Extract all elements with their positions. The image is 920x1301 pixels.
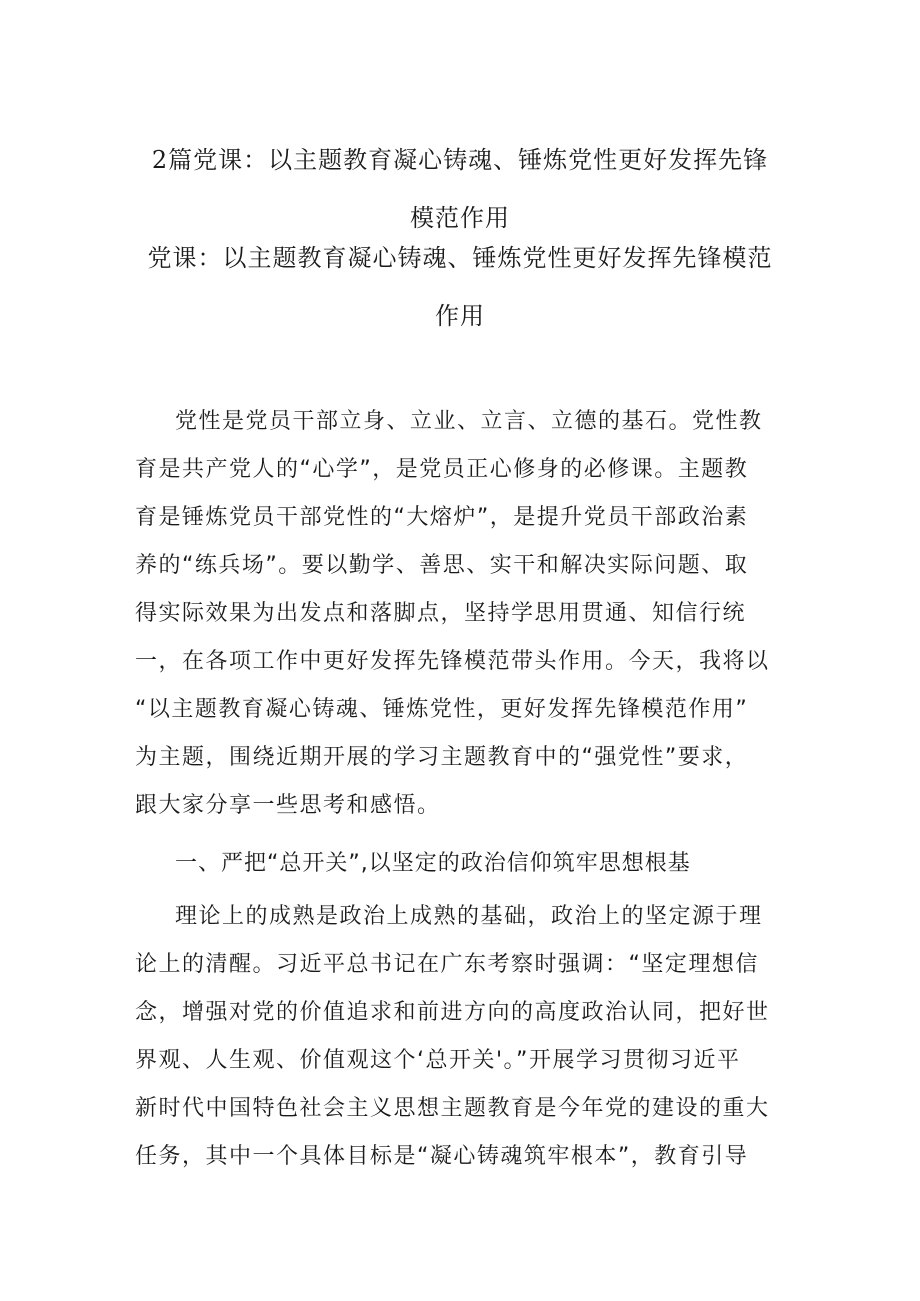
document-subtitle (120, 238, 800, 354)
para2-line: 理论上的成熟是政治上成熟的基础，政治上的坚定源于理 (175, 904, 763, 929)
para1-line: 育是共产党人的“心学”，是党员正心修身的必修课。主题教 (135, 457, 749, 482)
para2-line: 任务，其中一个具体目标是“凝心铸魂筑牢根本”，教育引导 (135, 1144, 749, 1169)
para1-line: 养的“练兵场”。要以勤学、善思、实干和解决实际问题、取 (135, 553, 749, 578)
title-line-2: 模范作用 (410, 204, 510, 232)
section-heading-1: 一、严把“总开关”,以坚定的政治信仰筑牢思想根基 (175, 851, 691, 876)
para1-line: 一，在各项工作中更好发挥先锋模范带头作用。今天，我将以 (135, 649, 770, 674)
para2-line: 新时代中国特色社会主义思想主题教育是今年党的建设的重大 (135, 1096, 770, 1121)
paragraph-intro (135, 403, 795, 835)
para2-line: 念，增强对党的价值追求和前进方向的高度政治认同，把好世 (135, 1000, 770, 1025)
para2-line: 界观、人生观、价值观这个‘总开关'。”开展学习贯彻习近平 (135, 1048, 741, 1073)
title-line-1: 2篇党课：以主题教育凝心铸魂、锤炼党性更好发挥先锋 (151, 146, 769, 174)
para1-line: 得实际效果为出发点和落脚点，坚持学思用贯通、知信行统 (135, 601, 747, 626)
para2-line: 论上的清醒。习近平总书记在广东考察时强调：“坚定理想信 (135, 952, 759, 977)
para1-line: 育是锤炼党员干部党性的“大熔炉”，是提升党员干部政治素 (135, 505, 749, 530)
para1-line: 党性是党员干部立身、立业、立言、立德的基石。党性教 (175, 409, 763, 434)
subtitle-line-1: 党课：以主题教育凝心铸魂、锤炼党性更好发挥先锋模范 (147, 244, 773, 272)
paragraph-section-1 (135, 898, 795, 1186)
subtitle-line-2: 作用 (435, 302, 485, 330)
para1-line: “以主题教育凝心铸魂、锤炼党性，更好发挥先锋模范作用” (135, 697, 749, 722)
para1-line: 跟大家分享一些思考和感悟。 (135, 793, 441, 818)
para1-line: 为主题，围绕近期开展的学习主题教育中的“强党性”要求， (135, 745, 749, 770)
